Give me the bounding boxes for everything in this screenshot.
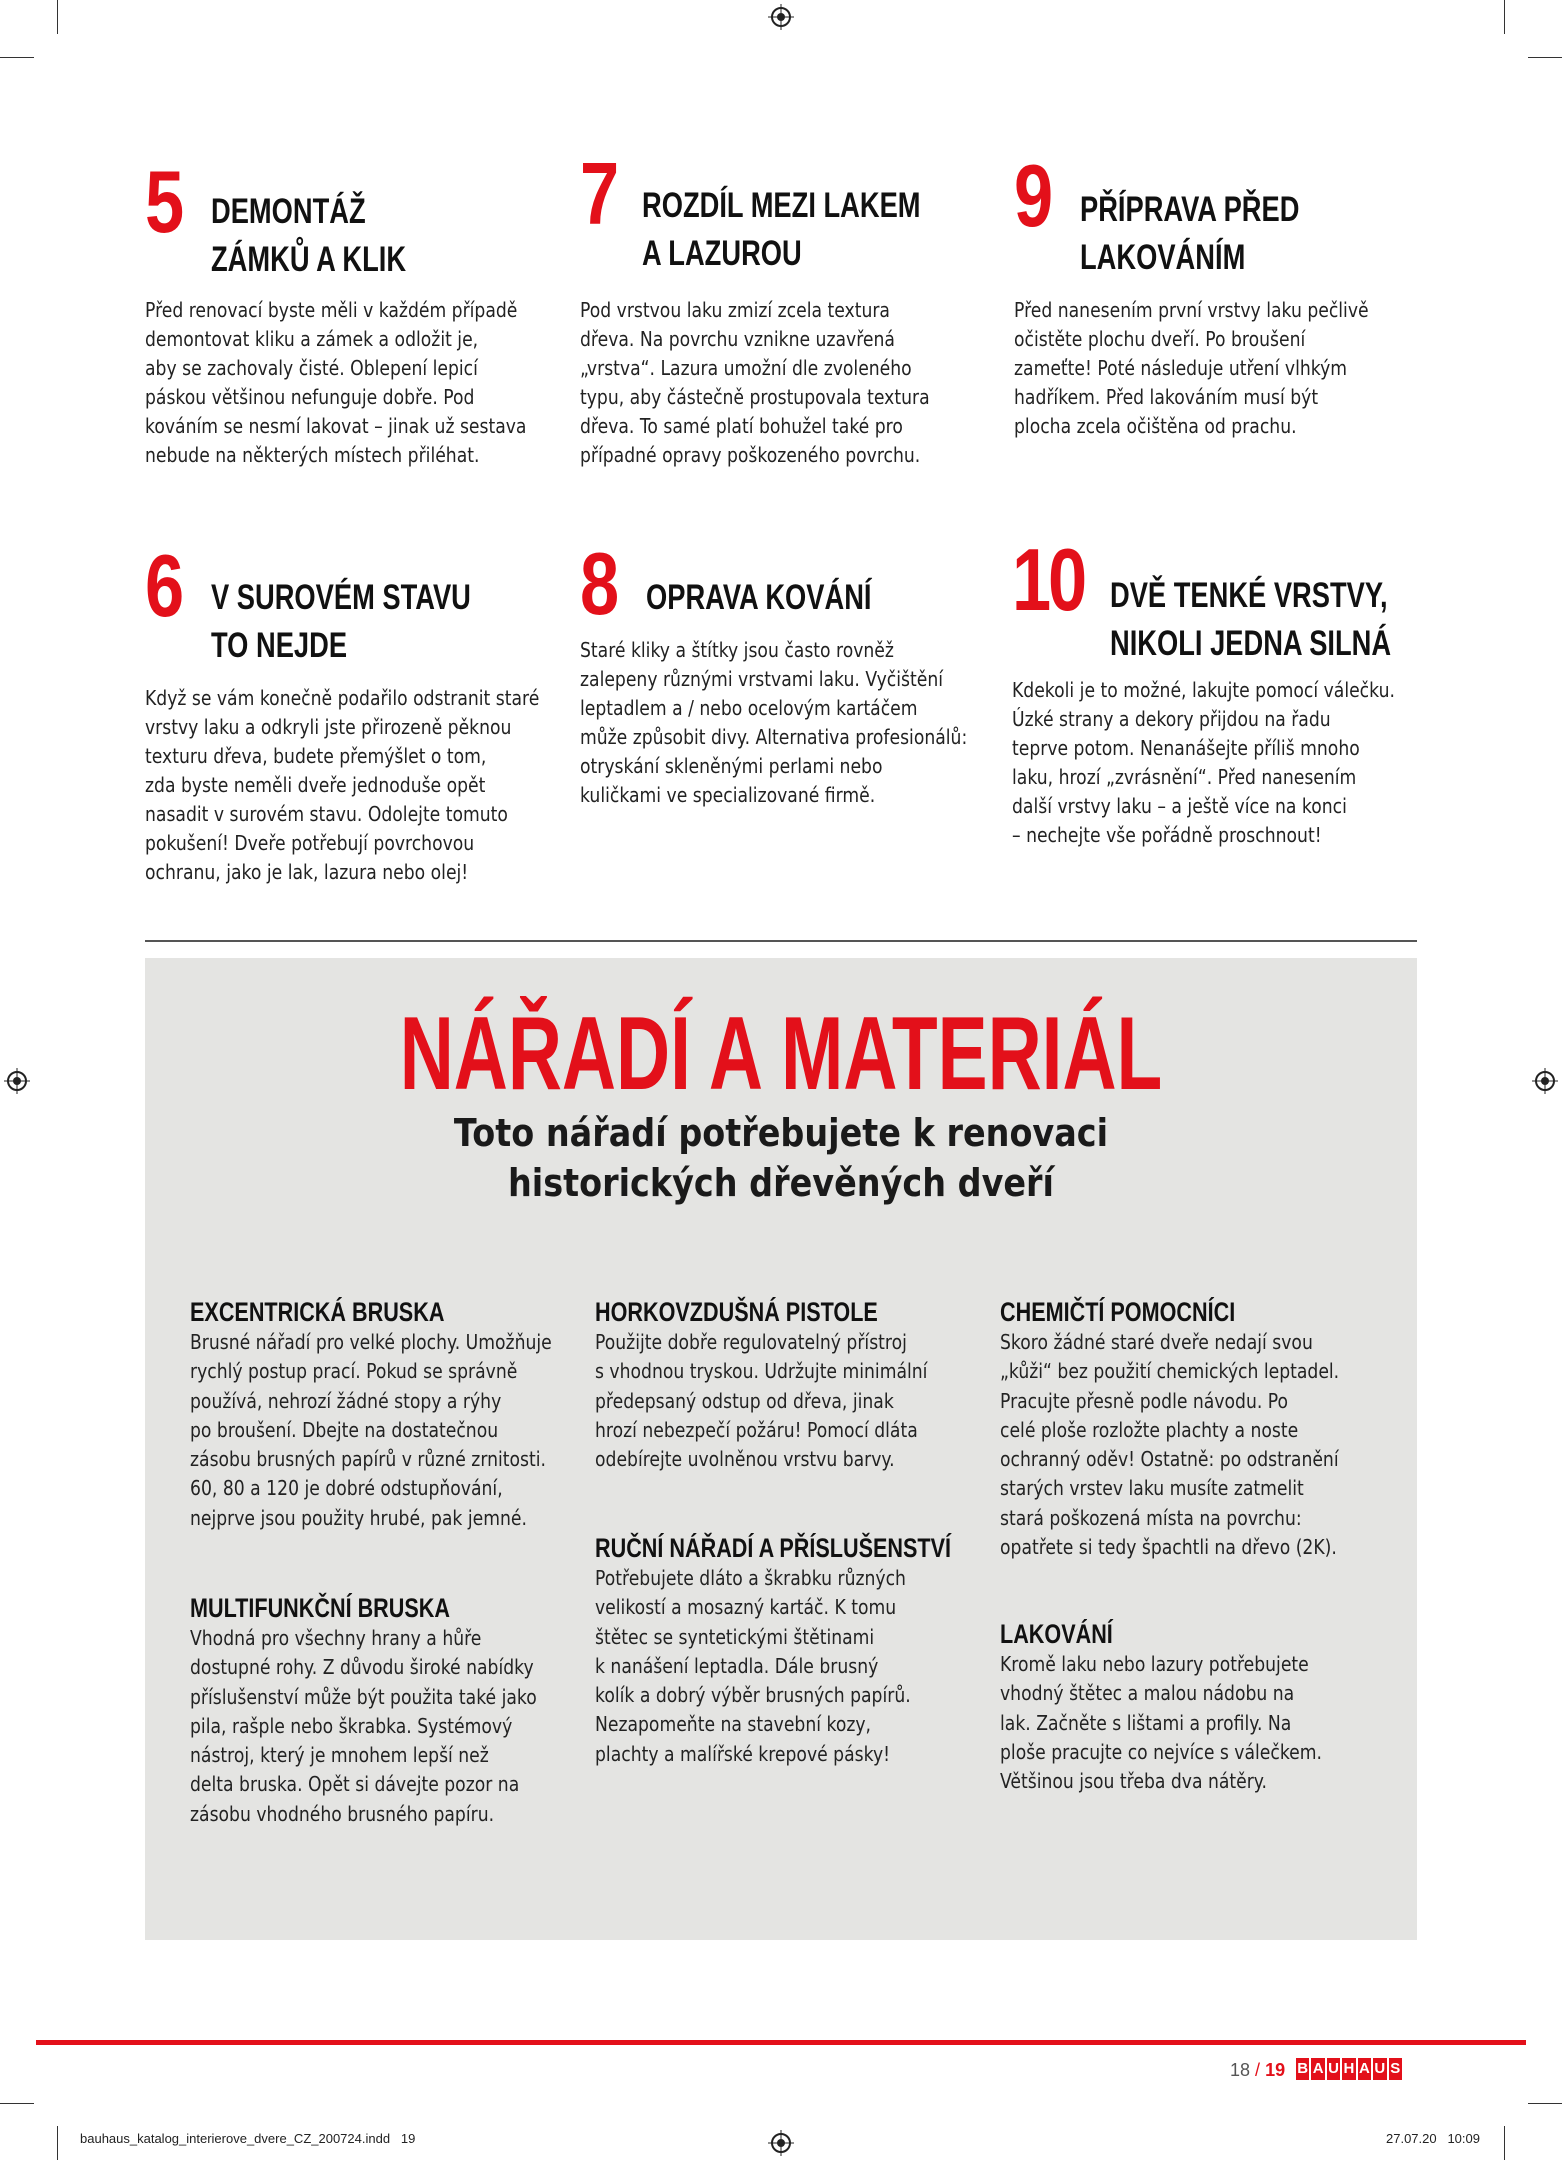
tool-painting [1000,1618,1400,1796]
step-body: Kdekoli je to možné, lakujte pomocí válečku. Úzké strany a dekory přijdou na řadu teprve potom. Nenanášejte příliš mnoho laku, hrozí „zvrásnění“. Před nanesením další vrstvy laku – a ještě více na konci – nechejte vše pořádně proschnout! [1012,678,1395,847]
crop-mark [1528,57,1562,58]
crop-mark [0,2103,34,2104]
step-body: Před nanesením první vrstvy laku pečlivě očistěte plochu dveří. Po broušení zameťte! Poté následuje utření vlhkým hadříkem. Před lakováním musí být plocha zcela očištěna od prachu. [1014,298,1369,438]
step-title: DEMONTÁŽ ZÁMKŮ A KLIK [211,192,407,279]
page-number: 18 / 19 [1230,2060,1286,2080]
step-title: DVĚ TENKÉ VRSTVY, NIKOLI JEDNA SILNÁ [1110,576,1392,663]
step-body: Když se vám konečně podařilo odstranit staré vrstvy laku a odkryli jste přirozeně pěknou texturu dřeva, budete přemýšlet o tom, zda byste neměli dveře jednoduše opět nasadit v surovém stavu. Odolejte tomuto pokušení! Dveře potřebují povrchovou ochranu, jako je lak, lazura nebo olej! [145,686,540,884]
crop-mark [1504,2126,1505,2160]
crop-mark [57,2126,58,2160]
tool-name: CHEMIČTÍ POMOCNÍCI [1000,1297,1236,1327]
tool-body: Skoro žádné staré dveře nedají svou „kůži“ bez použití chemických leptadel. Pracujte přesně podle návodu. Po celé ploše rozložte plachty a noste ochranný oděv! Ostatně: po odstranění starých vrstev laku musíte zatmelit stará poškozená místa na povrchu: opatřete si tedy špachtli na dřevo (2K). [1000,1330,1340,1560]
tool-body: Brusné nářadí pro velké plochy. Umožňuje rychlý postup prací. Pokud se správně používá, nehrozí žádné stopy a rýhy po broušení. Dbejte na dostatečnou zásobu brusných papírů v různé zrnitosti. 60, 80 a 120 je dobré odstupňování, nejprve jsou použity hrubé, pak jemné. [190,1330,552,1530]
step-body: Staré kliky a štítky jsou často rovněž zalepeny různými vrstvami laku. Vyčištění leptadlem a / nebo ocelovým kartáčem může způsobit divy. Alternativa profesionálů: otryskání skleněnými perlami nebo kuličkami ve specializované firmě. [580,638,968,807]
tool-multifunction-sander [190,1592,590,1829]
registration-mark-icon [4,1068,30,1094]
tool-body: Potřebujete dláto a škrabku různých velikostí a mosazný kartáč. K tomu štětec se syntetickými štětinami k nanášení leptadla. Dále brusný kolík a dobrý výběr brusných papírů. Nezapomeňte na stavební kozy, plachty a malířské krepové pásky! [595,1566,911,1766]
tool-body: Použijte dobře regulovatelný přístroj s vhodnou tryskou. Udržujte minimální předepsaný odstup od dřeva, jinak hrozí nebezpečí požáru! Pomocí dláta odebírejte uvolněnou vrstvu barvy. [595,1330,928,1472]
step-title: ROZDÍL MEZI LAKEM A LAZUROU [642,186,921,273]
panel-title: NÁŘADÍ A MATERIÁL [399,996,1163,1112]
tool-body: Vhodná pro všechny hrany a hůře dostupné rohy. Z důvodu široké nabídky příslušenství může být použita také jako pila, rašple nebo škrabka. Systémový nástroj, který je mnohem lepší než delta bruska. Opět si dávejte pozor na zásobu vhodného brusného papíru. [190,1626,537,1826]
crop-mark [1528,2103,1562,2104]
step-number: 10 [1012,530,1084,629]
file-slug: bauhaus_katalog_interierove_dvere_CZ_200724.indd 19 [80,2131,416,2146]
footer-bar [36,2040,1526,2045]
tool-name: EXCENTRICKÁ BRUSKA [190,1297,445,1327]
step-number: 6 [145,536,181,635]
crop-mark [0,57,34,58]
step-title: OPRAVA KOVÁNÍ [646,578,872,617]
step-number: 5 [145,152,181,251]
tool-name: LAKOVÁNÍ [1000,1619,1113,1649]
panel-subtitle: Toto nářadí potřebujete k renovaci historických dřevěných dveří [453,1111,1109,1205]
tool-hand-tools [595,1532,995,1769]
step-body: Pod vrstvou laku zmizí zcela textura dřeva. Na povrchu vznikne uzavřená „vrstva“. Lazura umožní dle zvoleného typu, aby částečně prostupovala textura dřeva. To samé platí bohužel také pro případné opravy poškozeného povrchu. [580,298,930,467]
step-body: Před renovací byste měli v každém případě demontovat kliku a zámek a odložit je, aby se zachovaly čisté. Oblepení lepicí páskou většinou nefunguje dobře. Pod kováním se nesmí lakovat – jinak už sestava nebude na některých místech přiléhat. [145,298,527,467]
step-number: 9 [1014,146,1050,245]
registration-mark-icon [768,4,794,30]
section-divider [145,940,1417,942]
tool-chemical-helpers [1000,1296,1400,1562]
tools-panel [145,958,1417,1940]
step-number: 7 [580,144,616,243]
tool-body: Kromě laku nebo lazury potřebujete vhodný štětec a malou nádobu na lak. Začněte s lištami a profily. Na ploše pracujte co nejvíce s válečkem. Většinou jsou třeba dva nátěry. [1000,1652,1322,1794]
tool-name: RUČNÍ NÁŘADÍ A PŘÍSLUŠENSTVÍ [595,1533,952,1563]
tool-excentric-sander [190,1296,590,1533]
step-title: PŘÍPRAVA PŘED LAKOVÁNÍM [1080,190,1300,277]
crop-mark [57,0,58,34]
registration-mark-icon [1532,1068,1558,1094]
print-datetime: 27.07.20 10:09 [1386,2131,1480,2146]
tool-name: MULTIFUNKČNÍ BRUSKA [190,1593,450,1623]
bauhaus-logo: B A U H A U S [1296,2058,1402,2080]
step-number: 8 [580,534,616,633]
tool-name: HORKOVZDUŠNÁ PISTOLE [595,1297,878,1327]
step-title: V SUROVÉM STAVU TO NEJDE [211,578,471,665]
crop-mark [1504,0,1505,34]
registration-mark-icon [768,2130,794,2156]
tool-heat-gun [595,1296,995,1474]
